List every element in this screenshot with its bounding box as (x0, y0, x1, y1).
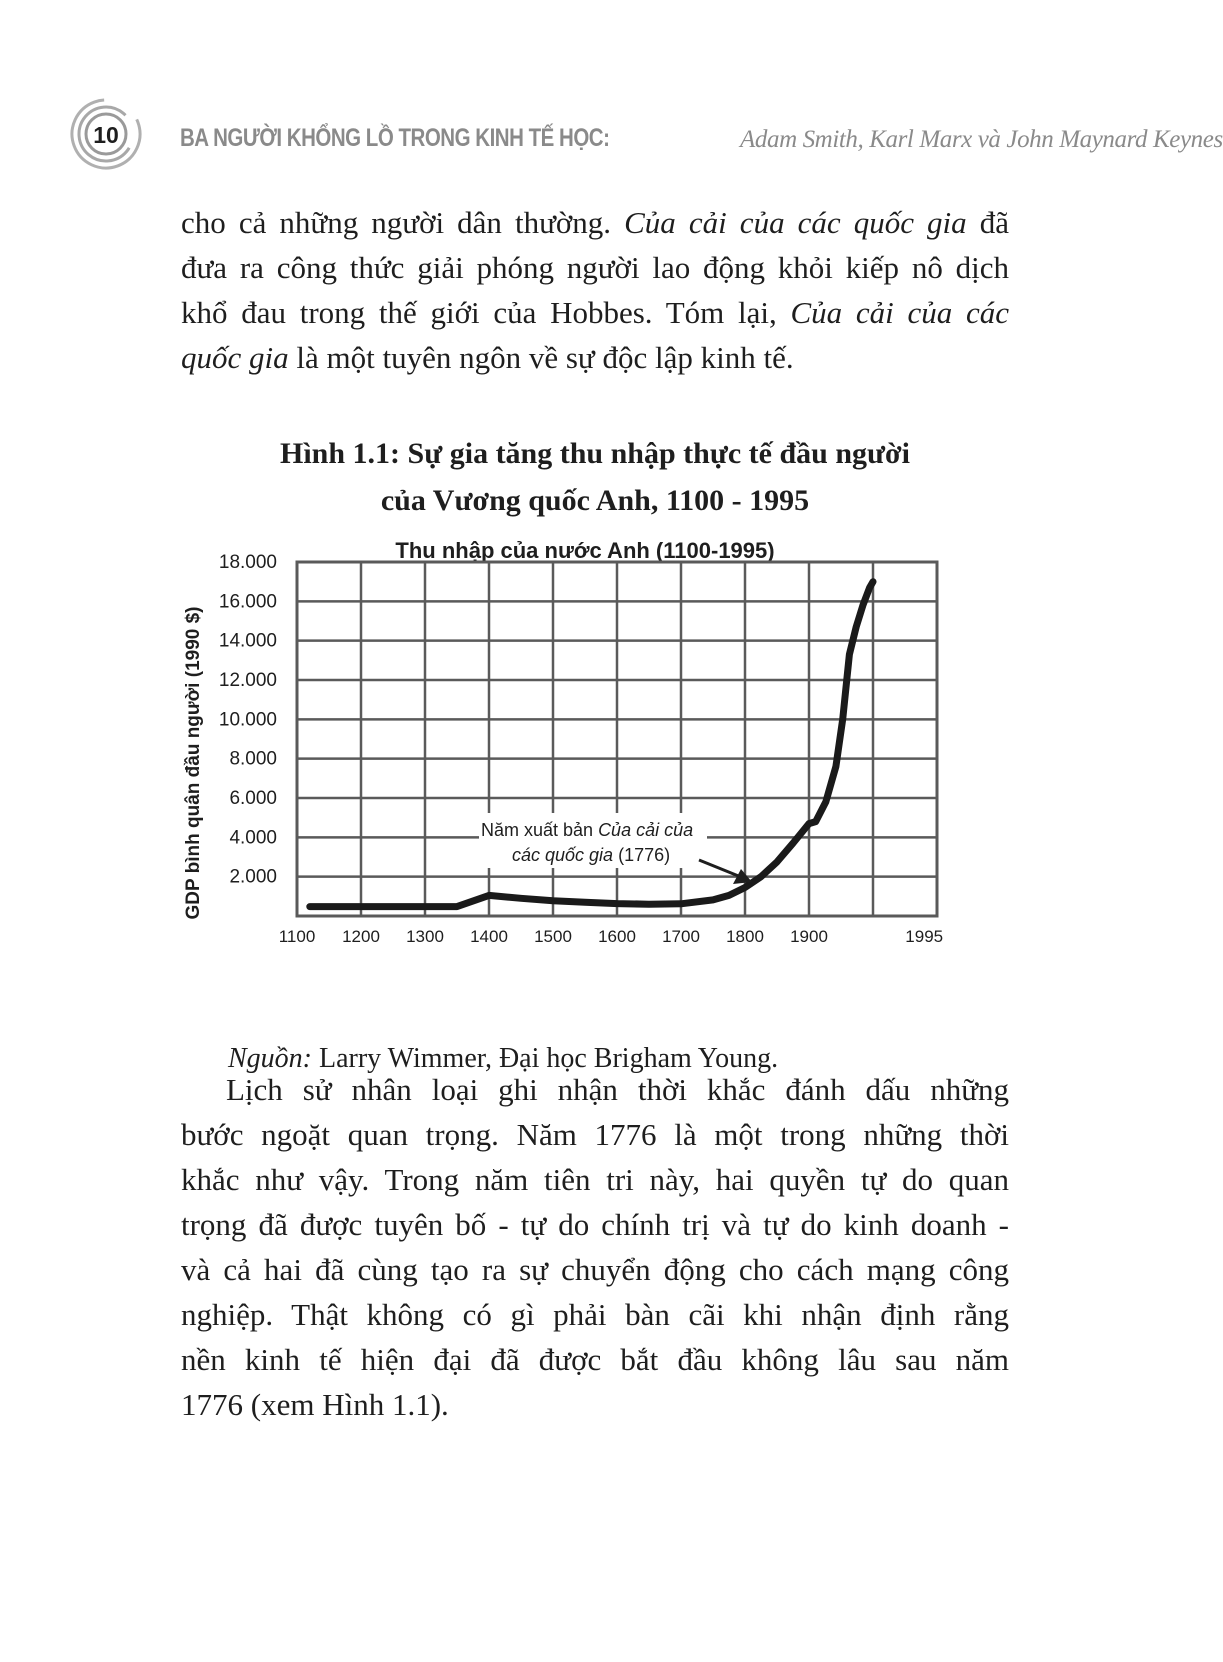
running-head-authors: Adam Smith, Karl Marx và John Maynard Keynes (740, 126, 1223, 153)
text-run: là một tuyên ngôn về sự độc lập kinh tế. (288, 340, 794, 375)
page-number-ornament (68, 100, 152, 184)
text-run: cho cả những người dân thường. (181, 205, 625, 240)
x-tick-label: 1100 (278, 927, 316, 946)
text-run: đã (966, 205, 1009, 240)
paragraph-2-line: bước ngoặt quan trọng. Năm 1776 là một trong những thời (181, 1117, 1009, 1152)
paragraph-1 (181, 200, 1009, 380)
paragraph-2-line: khắc như vậy. Trong năm tiên tri này, hai quyền tự do quan (181, 1162, 1009, 1197)
annotation-line-1: Năm xuất bản Của cải của (481, 820, 694, 840)
x-tick-label: 1800 (726, 927, 764, 946)
text-run: khổ đau trong thế giới của Hobbes. Tóm lại, (181, 295, 791, 330)
paragraph-1-line (181, 200, 1009, 245)
chart-annotation (479, 813, 752, 884)
x-tick-label: 1300 (406, 927, 444, 946)
y-tick-label: 8.000 (229, 748, 277, 770)
paragraph-2-line: trọng đã được tuyên bố - tự do chính trị và tự do kinh doanh - (181, 1207, 1009, 1242)
y-tick-label: 2.000 (229, 866, 277, 888)
chart-y-axis-label: GDP bình quân đầu người (1990 $) (183, 606, 204, 920)
book-title-italic: Của cải của các quốc gia (624, 205, 967, 240)
y-tick-label: 16.000 (218, 591, 277, 613)
y-tick-label: 4.000 (229, 827, 277, 849)
annotation-line-2: các quốc gia (1776) (512, 845, 671, 865)
annotation-arrow-line (699, 860, 741, 877)
x-tick-label: 1600 (598, 927, 636, 946)
chart-ticks (219, 552, 943, 946)
y-tick-label: 14.000 (218, 630, 277, 652)
figure-caption-line-1: Hình 1.1: Sự gia tăng thu nhập thực tế đầu người (280, 437, 910, 470)
paragraph-2 (181, 1067, 1009, 1427)
y-tick-label: 10.000 (218, 709, 277, 731)
x-tick-label: 1200 (342, 927, 380, 946)
x-tick-label: 1500 (534, 927, 572, 946)
figure-caption-line-2: của Vương quốc Anh, 1100 - 1995 (380, 484, 810, 517)
running-head-book-title: BA NGƯỜI KHỔNG LỒ TRONG KINH TẾ HỌC: (180, 124, 610, 152)
paragraph-2-line: nghiệp. Thật không có gì phải bàn cãi khi nhận định rằng (181, 1297, 1009, 1332)
source-text: Larry Wimmer, Đại học Brigham Young. (312, 1043, 779, 1074)
running-head (180, 124, 1223, 153)
x-tick-label: 1995 (905, 927, 944, 946)
y-tick-label: 6.000 (229, 788, 277, 809)
y-tick-label: 12.000 (218, 670, 277, 691)
paragraph-2-line: nền kinh tế hiện đại đã được bắt đầu không lâu sau năm (181, 1342, 1009, 1377)
income-chart (175, 538, 1015, 1018)
x-tick-label: 1700 (662, 927, 700, 946)
paragraph-2-line: Lịch sử nhân loại ghi nhận thời khắc đánh dấu những (226, 1072, 1009, 1107)
y-tick-label: 18.000 (218, 552, 277, 573)
paragraph-1-line (181, 335, 1009, 380)
paragraph-1-line (181, 290, 1009, 335)
paragraph-1-line: đưa ra công thức giải phóng người lao động khỏi kiếp nô dịch (181, 250, 1009, 285)
book-title-italic: quốc gia (181, 340, 289, 375)
paragraph-2-line: và cả hai đã cùng tạo ra sự chuyển động cho cách mạng công (181, 1252, 1009, 1287)
source-label: Nguồn: (228, 1043, 312, 1074)
x-tick-label: 1900 (790, 927, 828, 946)
book-title-italic: Của cải của các (790, 295, 1010, 330)
paragraph-2-line: 1776 (xem Hình 1.1). (181, 1387, 449, 1422)
page-number: 10 (93, 122, 119, 148)
figure-caption (181, 430, 1009, 524)
x-tick-label: 1400 (470, 927, 508, 946)
chart-title: Thu nhập của nước Anh (1100-1995) (395, 538, 775, 563)
